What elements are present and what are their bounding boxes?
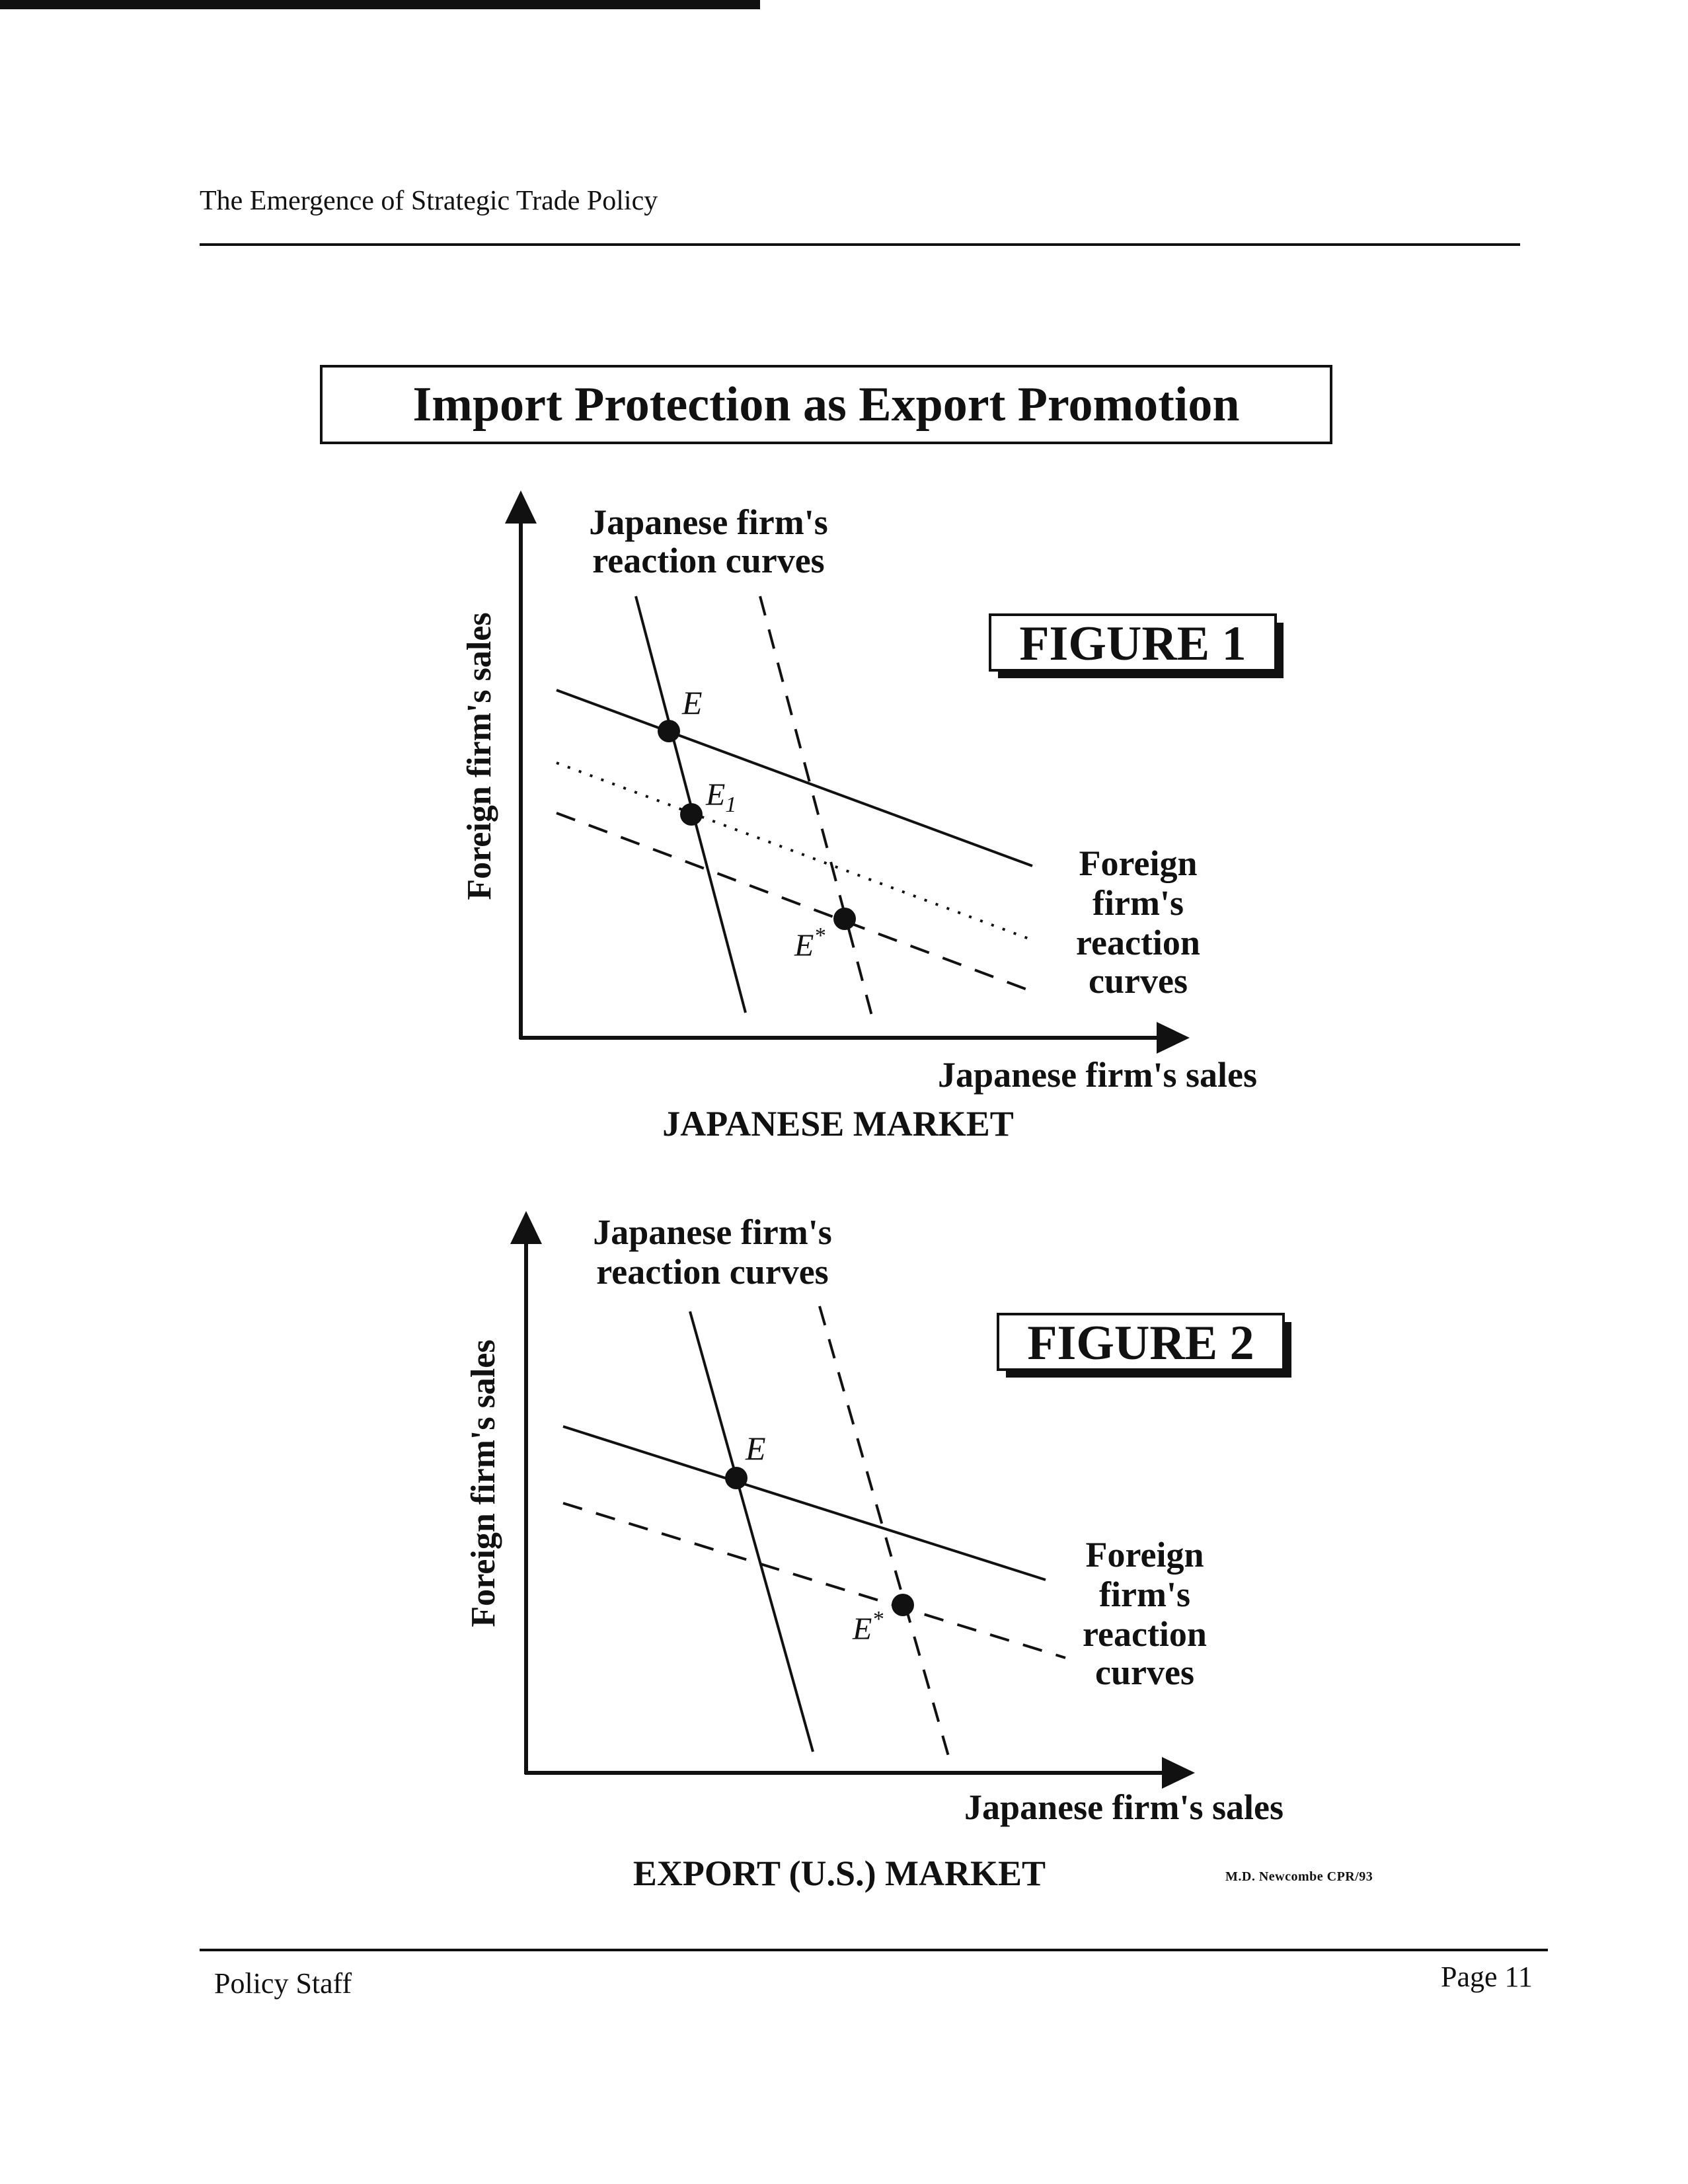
figure-2 <box>465 1211 1291 1893</box>
fig1-x-axis-arrow <box>1157 1022 1190 1054</box>
fig2-foreign-curve-solid <box>563 1426 1046 1580</box>
fig2-right-label-line4: curves <box>1095 1653 1194 1692</box>
fig1-point-e1 <box>680 803 703 826</box>
fig2-y-axis-arrow <box>510 1211 542 1244</box>
fig2-foreign-curve-dashed <box>563 1503 1065 1658</box>
page-title: Import Protection as Export Promotion <box>320 365 1332 444</box>
fig2-japanese-curve-dashed <box>820 1306 949 1758</box>
fig2-x-axis-arrow <box>1162 1757 1195 1789</box>
author-credit: M.D. Newcombe CPR/93 <box>1225 1869 1373 1884</box>
fig2-point-e <box>725 1467 748 1489</box>
fig1-x-axis-label: Japanese firm's sales <box>938 1055 1257 1095</box>
fig2-x-axis-label: Japanese firm's sales <box>964 1787 1284 1827</box>
fig2-top-label-line2: reaction curves <box>596 1252 829 1292</box>
fig1-point-e <box>658 720 680 742</box>
fig2-top-label-line1: Japanese firm's <box>593 1212 832 1252</box>
fig2-label-e: E <box>746 1430 766 1467</box>
fig1-japanese-curve-dashed <box>760 596 872 1018</box>
fig1-y-axis-arrow <box>505 490 537 524</box>
fig1-right-label-line2: firm's <box>1093 883 1184 923</box>
fig1-right-label-line1: Foreign <box>1079 843 1198 883</box>
footer-left: Policy Staff <box>214 1967 352 2000</box>
footer-rule <box>200 1949 1548 1951</box>
fig1-top-label-line1: Japanese firm's <box>589 502 828 542</box>
fig2-right-label-line3: reaction <box>1083 1614 1207 1654</box>
fig1-badge: FIGURE 1 <box>1019 617 1247 671</box>
fig1-label-e1: $E_1$ <box>706 777 737 817</box>
fig1-y-axis-label: Foreign firm's sales <box>461 612 498 900</box>
fig1-top-label-line2: reaction curves <box>592 541 825 580</box>
fig2-right-label-line2: firm's <box>1099 1575 1190 1614</box>
fig1-label-e: E <box>682 684 703 721</box>
fig2-point-estar <box>892 1594 914 1616</box>
page-number: Page 11 <box>1441 1961 1533 1993</box>
fig1-right-label-line4: curves <box>1089 961 1188 1001</box>
fig1-point-estar <box>833 908 856 930</box>
running-head: The Emergence of Strategic Trade Policy <box>200 186 658 216</box>
fig1-right-label-line3: reaction <box>1076 923 1200 962</box>
fig2-right-label-line1: Foreign <box>1085 1535 1204 1575</box>
figure-1 <box>461 490 1284 1144</box>
fig1-market-label: JAPANESE MARKET <box>662 1104 1014 1144</box>
fig1-label-estar: E* <box>794 923 825 963</box>
fig2-badge: FIGURE 2 <box>1027 1316 1254 1370</box>
fig2-y-axis-label: Foreign firm's sales <box>465 1339 502 1627</box>
fig2-market-label: EXPORT (U.S.) MARKET <box>633 1853 1046 1893</box>
fig1-foreign-curve-dotted <box>556 763 1032 940</box>
fig2-japanese-curve-solid <box>690 1311 813 1752</box>
fig2-label-estar: E* <box>853 1607 884 1647</box>
